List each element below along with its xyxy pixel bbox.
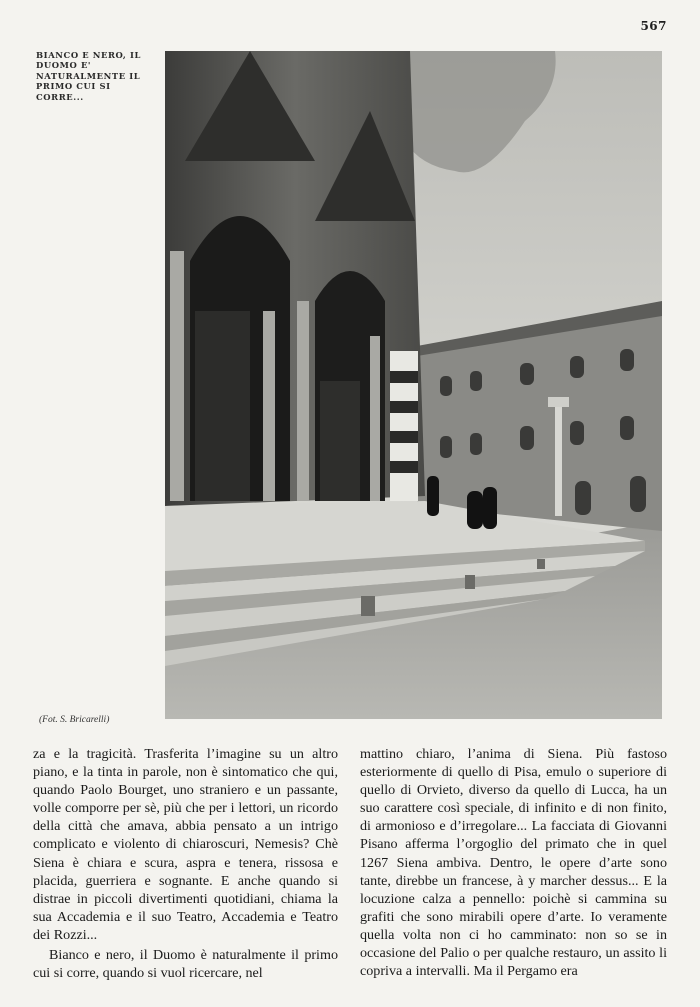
photo-credit: (Fot. S. Bricarelli) — [39, 715, 110, 725]
cathedral-photo — [165, 51, 662, 719]
text-column-left — [33, 745, 338, 982]
left-paragraph-2: Bianco e nero, il Duomo è naturalmente il primo cui si corre, quando si vuol ricercare, nel — [33, 947, 338, 982]
photo-side-caption: BIANCO E NERO, IL DUOMO E' NATURALMENTE IL PRIMO CUI SI CORRE... — [36, 50, 141, 102]
right-paragraph-1: mattino chiaro, l’anima di Siena. Più fastoso esteriormente di quello di Pisa, emulo o superiore di quello di Orvieto, diverso da quello di Lucca, ha un suo carattere così speciale, di infinito e di non finito, di armonioso e d’irregolare... La facciata di Giovanni Pisano afferma l’orgoglio del primato che in quel 1267 Siena ambiva. Dentro, le opere d’arte sono tante, direbbe un francese, à y marcher dessus... E la locuzione calza a pennello: poichè si cammina su grafiti che sono mirabili opere d’arte. Io veramente quella volta non ci ho camminato: non so se in occasione del Palio o per qualche restauro, un assito li copriva a intervalli. Ma il Pergamo era — [360, 746, 667, 980]
left-paragraph-1: za e la tragicità. Trasferita l’imagine su un altro piano, e la tinta in parole, non è sintomatico che qui, quando Paolo Bourget, uno straniero e un passante, volle comporre per sè, più che per i lettori, un ricordo della città che amava, abbia pensato a un intrigo complicato e violento di chiaroscuri, Nemesis? Chè Siena è chiara e scura, aspra e tenera, rissosa e placida, guerriera e sognante. E anche quando si distrae in piccoli divertimenti quotidiani, chiama la sua Accademia e il suo Teatro, Accademia e Teatro dei Rozzi... — [33, 746, 338, 943]
page-number: 567 — [640, 19, 667, 33]
text-column-right — [360, 745, 667, 980]
